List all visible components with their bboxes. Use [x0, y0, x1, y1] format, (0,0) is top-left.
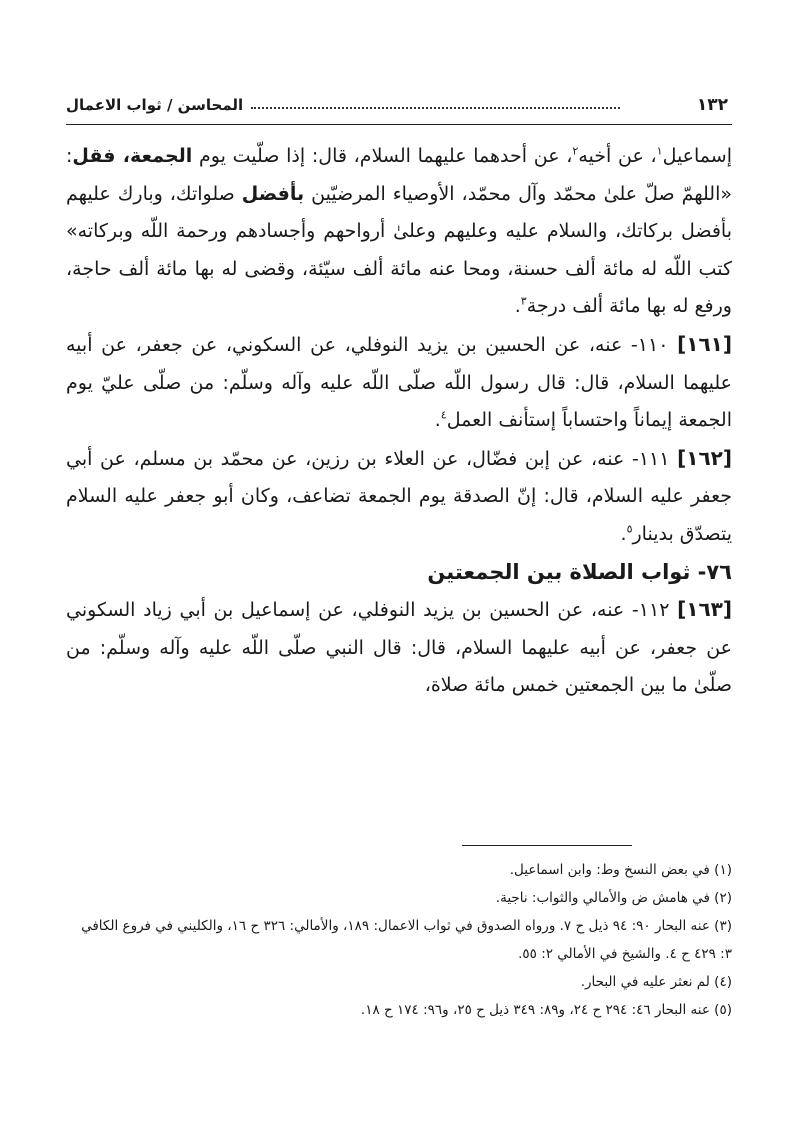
bold-text: بأفضل [241, 182, 305, 205]
page-number: ١٣٢ [696, 95, 728, 115]
footnote-ref: ٢ [572, 144, 579, 158]
hadith-number: [١٦٢] [677, 445, 732, 470]
footnote-1: (١) في بعض النسخ وط: وابن اسماعيل. [509, 862, 732, 878]
hadith-161 [66, 326, 732, 440]
text-span: صلواتك، وبارك عليهم بأفضل بركاتك، والسلام عليه وعليهم وعلىٰ أرواحهم وأجسادهم ورحمة اللّه وبركاته» كتب اللّه له مائة ألف حسنة، ومحا عنه مائة ألف سيّئة، وقضى له بها مائة ألف حاجة، ورفع له بها مائة ألف درجة [66, 182, 732, 318]
section-heading: ٧٦- ثواب الصلاة بين الجمعتين [427, 559, 732, 584]
text-span: . [434, 409, 441, 432]
footnote-ref: ٥ [626, 522, 633, 536]
footnote-ref: ٣ [520, 295, 527, 309]
header-title: المحاسن / ثواب الاعمال [66, 96, 244, 114]
text-span: إسماعيل [662, 145, 732, 167]
hadith-text: ١١٢- عنه، عن الحسين بن يزيد النوفلي، عن إسماعيل بن أبي زياد السكوني عن جعفر، عن أبيه عليهما السلام، قال: قال النبي صلّى اللّه عليه وآله وسلّم: من صلّىٰ ما بين الجمعتين خمس مائة صلاة، [66, 599, 732, 697]
footnote-ref: ٤ [440, 408, 447, 422]
text-span: : «اللهمّ صلّ علىٰ محمّد وآل محمّد، الأوصياء المرضيّين [66, 145, 732, 205]
hadith-163 [66, 591, 732, 705]
hadith-162 [66, 440, 732, 554]
text-span: ، عن أحدهما عليهما السلام، قال: إذا صلّيت يوم [199, 145, 573, 167]
text-span: ، عن أخيه [578, 145, 657, 167]
hadith-text: ١١١- عنه، عن إبن فضّال، عن العلاء بن رزين، عن محمّد بن مسلم، عن أبي جعفر عليه السلام، قال: إنّ الصدقة يوم الجمعة تضاعف، وكان أبو جعفر عليه السلام يتصدّق بدينار [66, 447, 732, 545]
header-rule [66, 124, 732, 125]
header-dot-leader [251, 97, 620, 109]
hadith-number: [١٦٣] [677, 597, 732, 622]
footnote-separator [462, 845, 632, 846]
paragraph-1 [66, 138, 732, 326]
main-text [66, 138, 732, 705]
footnote-2: (٢) في هامش ض والأمالي والثواب: ناجية. [495, 890, 732, 906]
running-header [66, 90, 728, 120]
bold-text: الجمعة، فقل [72, 145, 193, 167]
text-span: . [514, 295, 521, 318]
text-span: . [620, 522, 627, 545]
hadith-text: ١١٠- عنه، عن الحسين بن يزيد النوفلي، عن السكوني، عن جعفر، عن أبيه عليهما السلام، قال: قال رسول اللّه صلّى اللّه عليه وآله وسلّم: من صلّى عليّ يوم الجمعة إيماناً واحتساباً إستأنف العمل [66, 333, 732, 432]
footnote-4: (٤) لم نعثر عليه في البحار. [580, 974, 732, 990]
footnotes [66, 856, 732, 1024]
footnote-3: (٣) عنه البحار ٩٠: ٩٤ ذيل ح ٧. ورواه الصدوق في ثواب الاعمال: ١٨٩، والأمالي: ٣٢٦ ح ١٦، والكليني في فروع الكافي ٣: ٤٢٩ ح ٤. والشيخ في الأمالي ٢: ٥٥. [81, 918, 732, 962]
footnote-ref: ١ [656, 144, 663, 158]
hadith-number: [١٦١] [677, 331, 732, 356]
footnote-5: (٥) عنه البحار ٤٦: ٢٩٤ ح ٢٤، و٨٩: ٣٤٩ ذيل ح ٢٥، و٩٦: ١٧٤ ح ١٨. [360, 1002, 732, 1018]
